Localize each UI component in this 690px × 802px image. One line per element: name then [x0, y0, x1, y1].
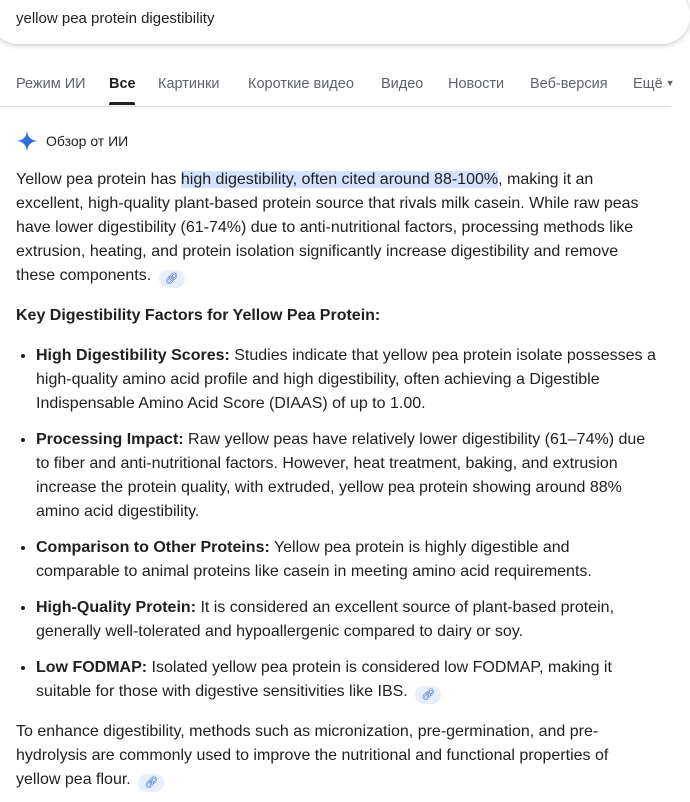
chevron-down-icon: ▼: [665, 78, 675, 88]
list-item: [36, 596, 656, 644]
factor-title: Low FODMAP:: [36, 659, 148, 676]
tab-news[interactable]: Новости: [448, 76, 505, 92]
sparkle-icon: [16, 130, 38, 152]
search-bar[interactable]: [0, 0, 690, 44]
factor-text: Raw yellow peas have relatively lower digestibility (61–74%) due to fiber and anti-nutritional factors. However, heat treatment, baking, and extrusion increase the protein quality, with extruded, yellow pea protein showing around 88% amino acid digestibility.: [36, 431, 646, 520]
factor-title: Processing Impact:: [36, 431, 184, 448]
link-icon[interactable]: 🔗︎: [415, 686, 441, 704]
key-factors-heading: Key Digestibility Factors for Yellow Pea Protein:: [16, 307, 381, 324]
factor-title: Comparison to Other Proteins:: [36, 539, 270, 556]
list-item: [36, 656, 656, 704]
tab-web[interactable]: Веб-версия: [530, 76, 608, 92]
factor-text: It is considered an excellent source of plant-based protein, generally well-tolerated and hypoallergenic compared to dairy or soy.: [36, 599, 615, 640]
factor-text: Isolated yellow pea protein is considered low FODMAP, making it suitable for those with digestive sensitivities like IBS.: [36, 659, 612, 700]
tab-more[interactable]: [633, 76, 675, 92]
highlighted-claim: high digestibility, often cited around 88-100%: [180, 171, 499, 188]
list-item: [36, 428, 656, 524]
factor-text: Studies indicate that yellow pea protein isolate possesses a high-quality amino acid profile and high digestibility, often achieving a Digestible Indispensable Amino Acid Score (DIAAS) of up to 1.00.: [36, 347, 656, 412]
link-icon[interactable]: 🔗︎: [138, 774, 164, 792]
tab-short-videos[interactable]: Короткие видео: [248, 76, 354, 92]
search-input[interactable]: yellow pea protein digestibility: [16, 10, 215, 27]
list-item: [36, 536, 656, 584]
list-item: [36, 344, 656, 416]
ai-overview-content: [16, 168, 656, 792]
factor-title: High-Quality Protein:: [36, 599, 196, 616]
intro-text-start: Yellow pea protein has: [16, 171, 181, 188]
intro-text-rest: , making it an excellent, high-quality plant-based protein source that rivals milk casein. While raw peas have lower digestibility (61-74%) due to anti-nutritional factors, processing methods like extrusion, heating, and protein isolation significantly increase digestibility and remove these components.: [16, 171, 639, 284]
intro-paragraph: [16, 168, 656, 288]
tab-all[interactable]: Все: [109, 76, 136, 92]
tab-videos[interactable]: Видео: [381, 76, 424, 92]
factor-text: Yellow pea protein is highly digestible and comparable to animal proteins like casein in meeting amino acid requirements.: [36, 539, 592, 580]
closing-paragraph: [16, 720, 656, 792]
link-icon[interactable]: 🔗︎: [159, 270, 185, 288]
factors-list: [16, 344, 656, 704]
search-tabs: [0, 64, 675, 107]
ai-overview-title: Обзор от ИИ: [46, 133, 129, 149]
tab-images[interactable]: Картинки: [158, 76, 220, 92]
closing-text: To enhance digestibility, methods such as micronization, pre-germination, and pre-hydrolysis are commonly used to improve the nutritional and functional properties of yellow pea flour.: [16, 723, 609, 788]
factor-title: High Digestibility Scores:: [36, 347, 230, 364]
tab-ai-mode[interactable]: Режим ИИ: [16, 76, 86, 92]
active-tab-indicator: [109, 102, 135, 105]
tab-more-label: Ещё: [633, 76, 663, 92]
